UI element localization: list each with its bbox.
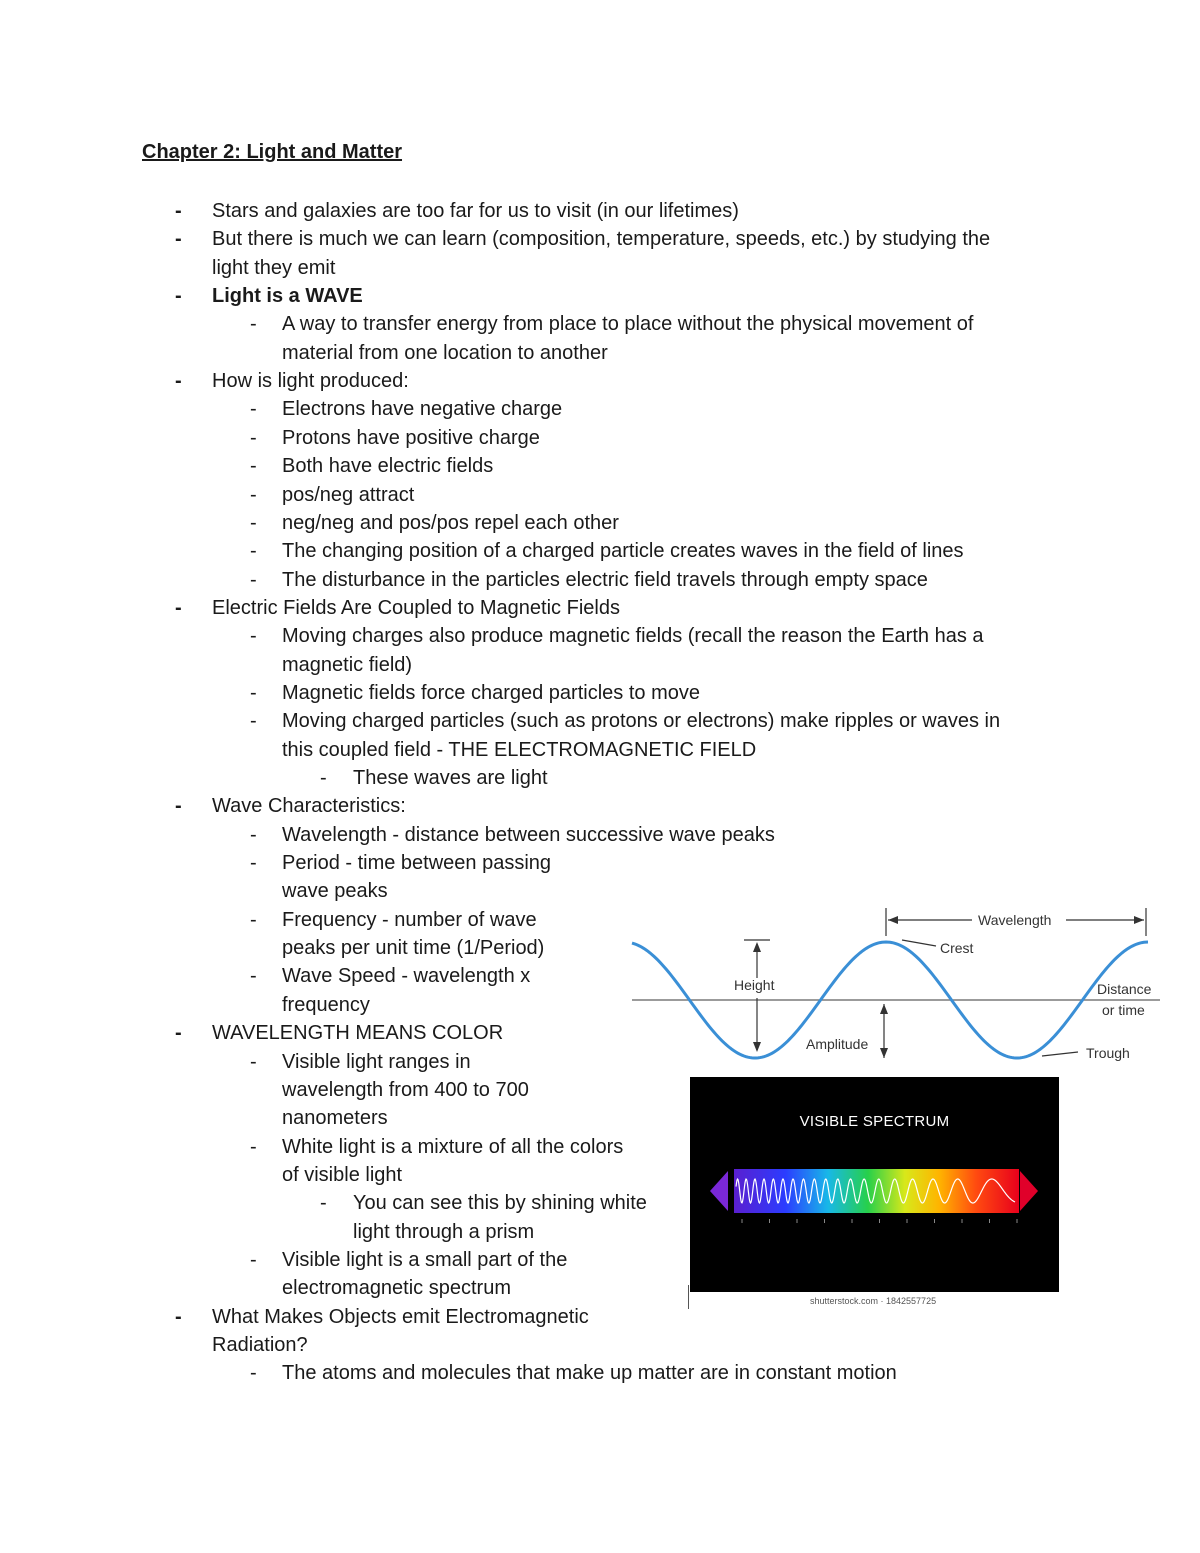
note-line: wavelength from 400 to 700 [282, 1078, 529, 1101]
trough-label: Trough [1086, 1045, 1130, 1061]
bullet-marker: - [250, 1248, 257, 1271]
note-line: Light is a WAVE [212, 285, 363, 308]
bullet-marker: - [250, 568, 257, 591]
note-line: frequency [282, 993, 370, 1016]
note-line: A way to transfer energy from place to place without the physical movement of [282, 313, 974, 336]
note-line: Wavelength - distance between successive wave peaks [282, 823, 775, 846]
note-line: The changing position of a charged particle creates waves in the field of lines [282, 540, 964, 563]
note-line: The atoms and molecules that make up matter are in constant motion [282, 1362, 897, 1385]
arrow-head [753, 942, 761, 952]
wave-diagram [630, 900, 1160, 1070]
bullet-marker: - [250, 540, 257, 563]
bullet-marker: - [250, 1050, 257, 1073]
bullet-marker: - [175, 596, 182, 619]
bullet-marker: - [175, 228, 182, 251]
amplitude-label: Amplitude [806, 1036, 869, 1052]
bullet-marker: - [250, 313, 257, 336]
arrow-head [888, 916, 898, 924]
bullet-marker: - [250, 681, 257, 704]
note-line: Visible light ranges in [282, 1050, 471, 1073]
arrow-head [1134, 916, 1144, 924]
note-line: light they emit [212, 256, 336, 279]
chapter-title: Chapter 2: Light and Matter [142, 141, 403, 163]
image-credit: shutterstock.com · 1842557725 [810, 1296, 937, 1306]
note-line: Moving charges also produce magnetic fields (recall the reason the Earth has a [282, 625, 984, 648]
bullet-marker: - [250, 398, 257, 421]
note-line: Frequency - number of wave [282, 908, 537, 931]
arrow-head [880, 1004, 888, 1014]
bullet-marker: - [250, 908, 257, 931]
bullet-marker: - [175, 285, 182, 308]
right-arrow-icon [1020, 1171, 1038, 1211]
note-line: of visible light [282, 1163, 403, 1186]
bullet-marker: - [175, 1022, 182, 1045]
or-time-label: or time [1102, 1002, 1145, 1018]
note-line: Radiation? [212, 1334, 308, 1356]
spectrum-ticks [742, 1219, 1017, 1223]
note-line: Period - time between passing [282, 852, 552, 875]
note-line: Moving charged particles (such as protons or electrons) make ripples or waves in [282, 710, 1001, 733]
image-border [688, 1285, 689, 1309]
note-line: These waves are light [353, 767, 548, 789]
wavelength-label: Wavelength [978, 912, 1052, 928]
bullet-marker: - [250, 965, 257, 988]
bullet-marker: - [250, 426, 257, 449]
crest-label: Crest [940, 940, 974, 956]
note-line: peaks per unit time (1/Period) [282, 937, 545, 960]
bullet-marker: - [250, 1362, 257, 1385]
note-line: You can see this by shining white [353, 1192, 647, 1215]
spectrum-graphic [690, 1077, 1059, 1292]
note-line: Wave Speed - wavelength x [282, 965, 531, 988]
note-line: WAVELENGTH MEANS COLOR [212, 1022, 504, 1045]
note-line: wave peaks [282, 880, 388, 903]
bullet-marker: - [250, 483, 257, 506]
note-line: Magnetic fields force charged particles to move [282, 681, 700, 704]
note-line: Electric Fields Are Coupled to Magnetic Fields [212, 596, 620, 619]
note-line: Both have electric fields [282, 455, 494, 478]
note-line: But there is much we can learn (composition, temperature, speeds, etc.) by studying the [212, 228, 991, 251]
bullet-marker: - [250, 1135, 257, 1158]
bullet-marker: - [175, 200, 182, 222]
note-line: Visible light is a small part of the [282, 1248, 568, 1271]
bullet-marker: - [320, 1192, 327, 1215]
bullet-marker: - [250, 625, 257, 648]
arrow-head [880, 1048, 888, 1058]
bullet-marker: - [250, 455, 257, 478]
note-line: Protons have positive charge [282, 426, 540, 449]
note-line: light through a prism [353, 1220, 535, 1243]
spectrum-title: VISIBLE SPECTRUM [799, 1113, 950, 1130]
note-line: electromagnetic spectrum [282, 1277, 511, 1300]
note-line: this coupled field - THE ELECTROMAGNETIC FIELD [282, 738, 757, 761]
bullet-marker: - [320, 767, 327, 789]
distance-label: Distance [1097, 981, 1152, 997]
bullet-marker: - [250, 823, 257, 846]
bullet-marker: - [175, 1305, 182, 1328]
bullet-marker: - [175, 370, 182, 393]
note-line: What Makes Objects emit Electromagnetic [212, 1305, 589, 1328]
note-line: neg/neg and pos/pos repel each other [282, 511, 619, 534]
height-label: Height [734, 977, 775, 993]
note-line: The disturbance in the particles electric field travels through empty space [282, 568, 928, 591]
note-line: magnetic field) [282, 653, 413, 676]
note-line: Wave Characteristics: [212, 795, 406, 818]
bullet-marker: - [250, 511, 257, 534]
bullet-marker: - [250, 710, 257, 733]
bullet-marker: - [250, 852, 257, 875]
note-line: White light is a mixture of all the colors [282, 1135, 624, 1158]
note-line: pos/neg attract [282, 483, 415, 506]
arrow-head [753, 1042, 761, 1052]
note-line: How is light produced: [212, 370, 409, 393]
spectrum-band [734, 1169, 1019, 1213]
note-line: material from one location to another [282, 341, 608, 364]
note-line: nanometers [282, 1107, 388, 1130]
bullet-marker: - [175, 795, 182, 818]
visible-spectrum-image [690, 1077, 1059, 1292]
left-arrow-icon [710, 1171, 728, 1211]
note-line: Stars and galaxies are too far for us to visit (in our lifetimes) [212, 200, 739, 222]
note-line: Electrons have negative charge [282, 398, 563, 421]
